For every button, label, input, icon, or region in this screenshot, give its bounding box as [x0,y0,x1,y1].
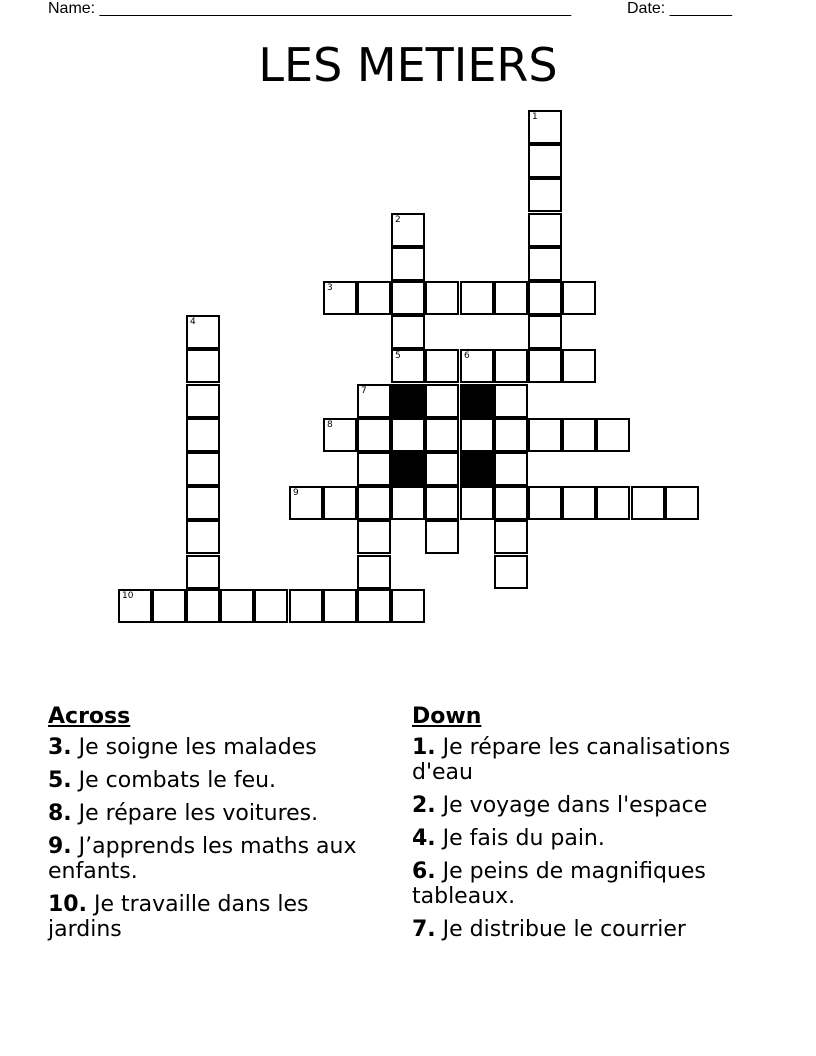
grid-cell[interactable] [391,281,425,315]
grid-cell[interactable] [323,486,357,520]
grid-cell[interactable] [357,281,391,315]
down-clue [412,917,772,942]
clue-number-label: 4 [190,317,196,327]
grid-block-cell [391,452,425,486]
grid-cell[interactable] [425,281,459,315]
grid-cell[interactable] [528,144,562,178]
clue-text: Je voyage dans l'espace [435,793,708,818]
grid-cell[interactable] [528,281,562,315]
clue-number: 8. [48,801,72,826]
clue-number: 3. [48,735,72,760]
grid-cell[interactable] [152,589,186,623]
grid-cell[interactable] [186,349,220,383]
clue-number-label: 9 [293,488,299,498]
grid-cell[interactable] [528,213,562,247]
grid-cell[interactable] [425,452,459,486]
grid-cell[interactable] [186,520,220,554]
grid-cell[interactable] [494,418,528,452]
clue-number: 5. [48,768,72,793]
down-heading: Down [412,704,482,729]
clue-number-label: 10 [122,591,134,601]
clue-number: 9. [48,834,72,859]
grid-cell[interactable] [494,555,528,589]
clue-number: 4. [412,826,436,851]
grid-cell[interactable] [562,486,596,520]
across-clue [48,768,378,793]
clue-number-label: 7 [361,386,367,396]
page-title: LES METIERS [258,38,558,92]
grid-cell[interactable] [357,520,391,554]
down-clue [412,735,772,785]
clue-text: Je peins de magnifiques tableaux. [412,859,706,909]
clue-number-label: 5 [395,351,401,361]
grid-cell[interactable] [220,589,254,623]
clue-number: 1. [412,735,436,760]
down-clue [412,826,772,851]
grid-cell[interactable] [391,247,425,281]
grid-cell[interactable] [665,486,699,520]
across-heading: Across [48,704,131,729]
grid-cell[interactable] [357,555,391,589]
clue-text: Je soigne les malades [71,735,317,760]
grid-block-cell [391,384,425,418]
date-field-label: Date: _______ [627,0,732,17]
grid-cell[interactable] [562,349,596,383]
grid-cell[interactable] [494,384,528,418]
grid-cell[interactable] [186,589,220,623]
grid-cell[interactable] [357,384,391,418]
clue-number: 6. [412,859,436,884]
grid-cell[interactable] [289,486,323,520]
clue-number: 10. [48,892,87,917]
grid-cell[interactable] [596,486,630,520]
grid-cell[interactable] [391,349,425,383]
clue-text: J’apprends les maths aux enfants. [48,834,357,884]
grid-cell[interactable] [357,418,391,452]
grid-cell[interactable] [186,486,220,520]
grid-cell[interactable] [391,418,425,452]
grid-cell[interactable] [460,418,494,452]
down-clue [412,793,772,818]
grid-cell[interactable] [460,486,494,520]
grid-cell[interactable] [391,486,425,520]
grid-cell[interactable] [425,418,459,452]
grid-cell[interactable] [289,589,323,623]
grid-cell[interactable] [391,315,425,349]
grid-cell[interactable] [186,555,220,589]
grid-cell[interactable] [425,520,459,554]
clue-number: 7. [412,917,436,942]
grid-cell[interactable] [357,452,391,486]
name-field-label: Name: _____________________________________________________ [48,0,572,17]
grid-cell[interactable] [494,349,528,383]
grid-cell[interactable] [528,349,562,383]
clue-text: Je distribue le courrier [435,917,686,942]
across-clue [48,834,378,884]
down-clue [412,859,772,909]
grid-cell[interactable] [186,452,220,486]
grid-cell[interactable] [631,486,665,520]
across-clue [48,735,378,760]
grid-cell[interactable] [528,418,562,452]
grid-cell[interactable] [425,486,459,520]
grid-cell[interactable] [425,384,459,418]
clue-number-label: 2 [395,215,401,225]
grid-block-cell [460,384,494,418]
grid-cell[interactable] [323,281,357,315]
grid-cell[interactable] [528,315,562,349]
across-clues [48,702,378,950]
clue-number-label: 1 [532,112,538,122]
grid-cell[interactable] [391,589,425,623]
clue-text: Je répare les voitures. [71,801,319,826]
grid-cell[interactable] [357,589,391,623]
clue-text: Je fais du pain. [435,826,605,851]
clue-number-label: 6 [464,351,470,361]
grid-cell[interactable] [562,418,596,452]
grid-cell[interactable] [254,589,288,623]
clue-text: Je combats le feu. [71,768,277,793]
grid-cell[interactable] [596,418,630,452]
grid-cell[interactable] [118,589,152,623]
grid-cell[interactable] [186,315,220,349]
grid-cell[interactable] [323,418,357,452]
grid-cell[interactable] [528,110,562,144]
grid-cell[interactable] [562,281,596,315]
down-clues [412,702,772,950]
clue-number: 2. [412,793,436,818]
across-clue [48,892,378,942]
grid-cell[interactable] [494,452,528,486]
grid-cell[interactable] [186,384,220,418]
across-clue [48,801,378,826]
grid-cell[interactable] [391,213,425,247]
clue-text: Je répare les canalisations d'eau [412,735,731,785]
grid-cell[interactable] [323,589,357,623]
clue-number-label: 8 [327,420,333,430]
grid-cell[interactable] [528,247,562,281]
grid-cell[interactable] [460,281,494,315]
grid-cell[interactable] [357,486,391,520]
clue-number-label: 3 [327,283,333,293]
grid-cell[interactable] [528,486,562,520]
grid-cell[interactable] [186,418,220,452]
grid-cell[interactable] [528,178,562,212]
clue-text: Je travaille dans les jardins [48,892,309,942]
grid-cell[interactable] [494,281,528,315]
grid-cell[interactable] [425,349,459,383]
grid-block-cell [460,452,494,486]
grid-cell[interactable] [494,520,528,554]
grid-cell[interactable] [460,349,494,383]
grid-cell[interactable] [494,486,528,520]
